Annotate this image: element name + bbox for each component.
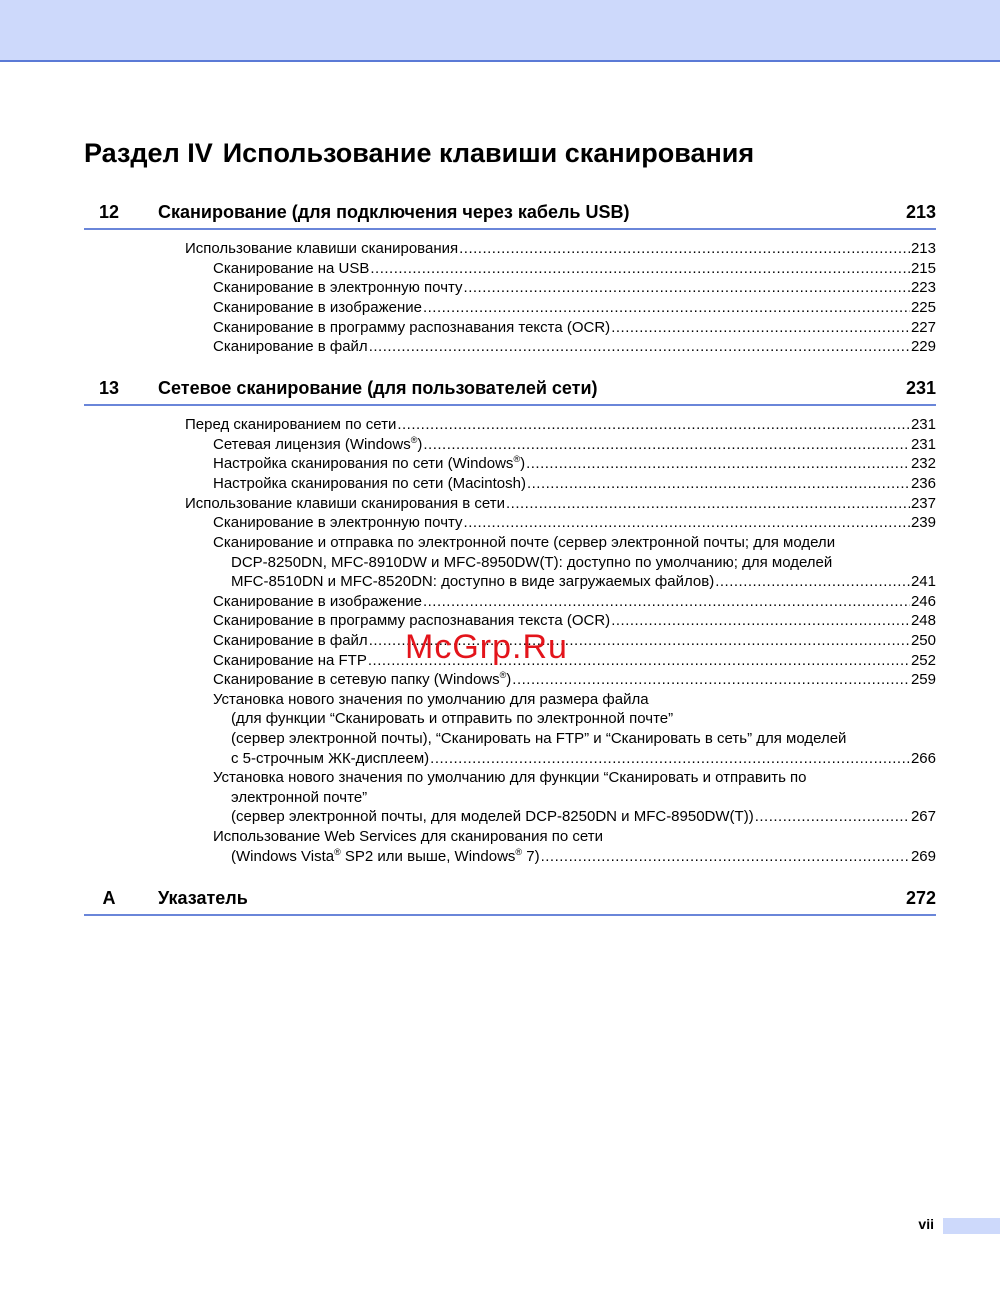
- toc-entry[interactable]: с 5-строчным ЖК-дисплеем) ..... 266: [231, 749, 936, 769]
- toc-entry[interactable]: (Windows Vista® SP2 или выше, Windows® 7) ..... 269: [231, 847, 936, 867]
- toc-entry-line[interactable]: Использование Web Services для сканирования по сети: [213, 828, 603, 845]
- toc-entry[interactable]: Сканирование в программу распознавания текста (OCR) ..... 248: [213, 611, 936, 631]
- toc-entry-line[interactable]: Установка нового значения по умолчанию для размера файла: [213, 691, 649, 708]
- toc-entry-line[interactable]: электронной почте”: [231, 789, 368, 806]
- chapter-page: 213: [905, 202, 936, 222]
- toc-entry[interactable]: Сканирование в электронную почту ..... 239: [213, 513, 936, 533]
- toc-entry[interactable]: Сканирование в изображение ..... 246: [213, 592, 936, 612]
- chapter-number: A: [102, 888, 116, 908]
- toc-entry[interactable]: Использование клавиши сканирования ..... 213: [185, 239, 936, 259]
- watermark: McGrp.Ru: [405, 628, 568, 666]
- chapter-number: 13: [98, 378, 120, 398]
- toc-entry[interactable]: Сканирование в сетевую папку (Windows®) ..... 259: [213, 670, 936, 690]
- section-title: [84, 138, 754, 169]
- toc-entry-line[interactable]: (для функции “Сканировать и отправить по электронной почте”: [231, 710, 674, 727]
- chapter-a-heading[interactable]: [84, 886, 936, 916]
- section-heading: Использование клавиши сканирования: [222, 138, 755, 168]
- toc-entry-line[interactable]: Установка нового значения по умолчанию для функции “Сканировать и отправить по: [213, 769, 807, 786]
- toc-entry[interactable]: MFC-8510DN и MFC-8520DN: доступно в виде загружаемых файлов) ..... 241: [231, 572, 936, 592]
- toc-entry[interactable]: Перед сканированием по сети ..... 231: [185, 415, 936, 435]
- toc-entry[interactable]: Сканирование на USB ..... 215: [213, 259, 936, 279]
- toc-entry[interactable]: (сервер электронной почты, для моделей DCP-8250DN и MFC-8950DW(T)) ..... 267: [231, 807, 936, 827]
- toc-entry[interactable]: Сетевая лицензия (Windows®) ..... 231: [213, 435, 936, 455]
- chapter-page: 231: [905, 378, 936, 398]
- toc-entry[interactable]: Сканирование в программу распознавания текста (OCR) ..... 227: [213, 318, 936, 338]
- toc-entry[interactable]: Сканирование в файл ..... 229: [213, 337, 936, 357]
- page-number: vii: [918, 1216, 934, 1232]
- chapter-13-heading[interactable]: [84, 376, 936, 406]
- chapter-number: 12: [98, 202, 120, 222]
- toc-entry[interactable]: Настройка сканирования по сети (Windows®) ..... 232: [213, 454, 936, 474]
- chapter-12-heading[interactable]: [84, 200, 936, 230]
- toc-entry[interactable]: Сканирование в электронную почту ..... 223: [213, 278, 936, 298]
- toc-entry[interactable]: Сканирование на FTP ..... 252: [213, 651, 936, 671]
- toc-entry-line[interactable]: DCP-8250DN, MFC-8910DW и MFC-8950DW(T): доступно по умолчанию; для моделей: [231, 554, 833, 571]
- toc-entry-line[interactable]: (сервер электронной почты), “Сканировать на FTP” и “Сканировать в сеть” для моделей: [231, 730, 847, 747]
- page-tab: [943, 1218, 1000, 1234]
- chapter-title: Указатель: [158, 888, 248, 908]
- chapter-title: Сканирование (для подключения через кабель USB): [158, 202, 630, 222]
- toc-entry[interactable]: Использование клавиши сканирования в сети ..... 237: [185, 494, 936, 514]
- toc-entry[interactable]: Настройка сканирования по сети (Macintosh) ..... 236: [213, 474, 936, 494]
- chapter-page: 272: [905, 888, 936, 908]
- chapter-title: Сетевое сканирование (для пользователей сети): [158, 378, 598, 398]
- toc-entry[interactable]: Сканирование в изображение ..... 225: [213, 298, 936, 318]
- toc-entry[interactable]: Сканирование в файл ..... 250: [213, 631, 936, 651]
- toc-entry-line[interactable]: Сканирование и отправка по электронной почте (сервер электронной почты; для модели: [213, 534, 836, 551]
- section-label: Раздел IV: [84, 138, 213, 168]
- header-band: [0, 0, 1000, 62]
